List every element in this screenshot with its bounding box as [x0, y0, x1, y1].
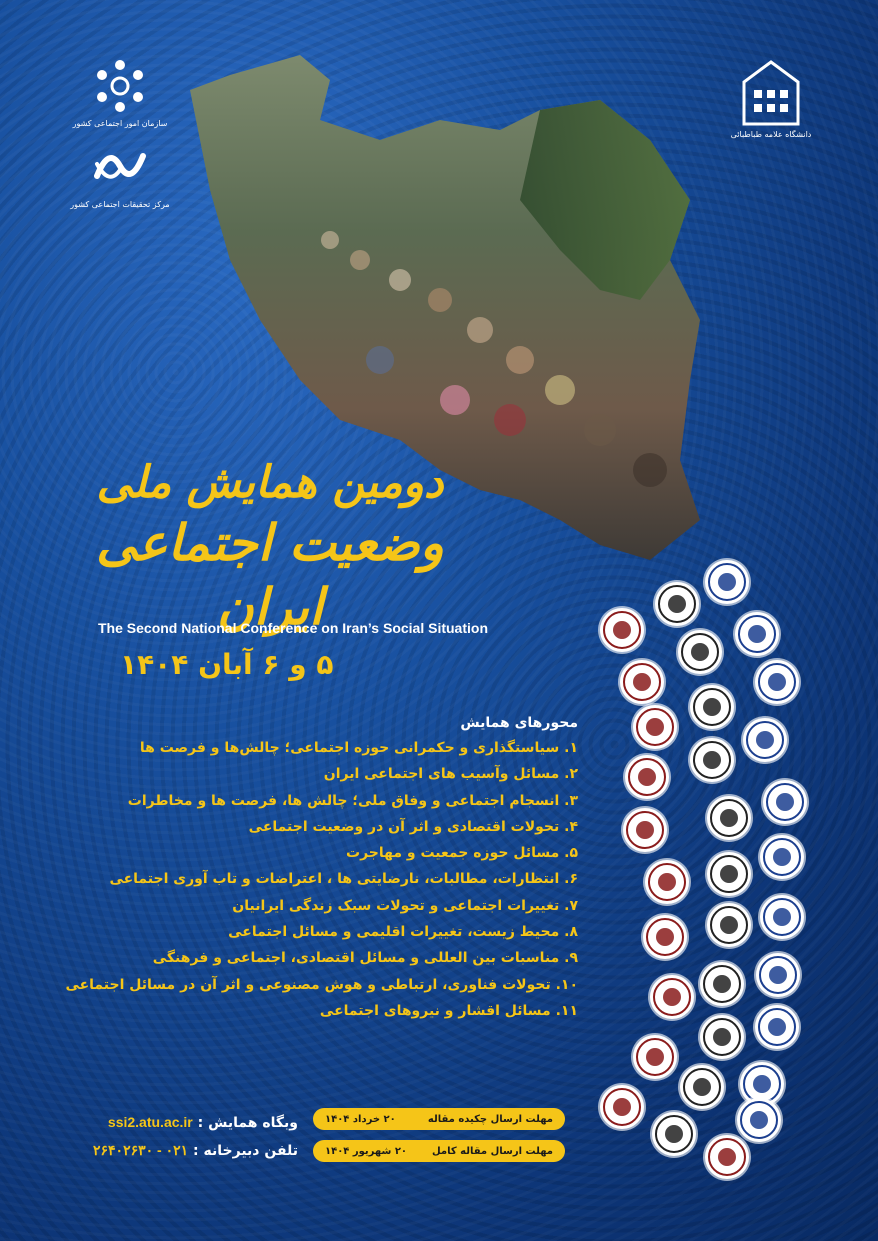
phone-row: [68, 1136, 298, 1164]
website-link[interactable]: ssi2.atu.ac.ir: [107, 1114, 193, 1130]
sponsor-seal-icon: [755, 1005, 799, 1049]
left-logos: [70, 55, 170, 209]
phone-label: تلفن دبیرخانه :: [193, 1143, 298, 1159]
deadline-label: مهلت ارسال چکیده مقاله: [427, 1113, 553, 1125]
sponsor-seal-icon: [650, 975, 694, 1019]
sponsor-seal-icon: [633, 705, 677, 749]
sponsor-seal-icon: [678, 630, 722, 674]
axis-item: ۸. محیط زیست، تغییرات اقلیمی و مسائل اجتماعی: [228, 924, 578, 941]
axis-item: ۱۰. تحولات فناوری، ارتباطی و هوش مصنوعی و اثر آن در مسائل اجتماعی: [65, 976, 578, 993]
conference-title: [95, 455, 445, 639]
left-logo-bottom-caption: مرکز تحقیقات اجتماعی کشور: [70, 200, 170, 209]
sponsor-seal-icon: [690, 685, 734, 729]
website-row: [68, 1108, 298, 1136]
conference-axes: [58, 715, 578, 1024]
sponsor-seal-icon: [705, 560, 749, 604]
sponsor-seal-icon: [700, 1015, 744, 1059]
sponsor-seal-icon: [655, 582, 699, 626]
deadline-abstract: [313, 1108, 565, 1130]
people-circle-logo-icon: [89, 55, 151, 117]
axis-item: ۵. مسائل حوزه جمعیت و مهاجرت: [346, 845, 578, 862]
sponsor-seal-icon: [680, 1065, 724, 1109]
title-line-2: وضعیت اجتماعی ایران: [96, 513, 444, 636]
axis-item: ۹. مناسبات بین العللی و مسائل اقتصادی، اجتماعی و فرهنگی: [152, 950, 578, 967]
contact-info: [68, 1108, 298, 1164]
deadline-date: ۲۰ خرداد ۱۴۰۴: [325, 1113, 396, 1125]
deadline-date: ۲۰ شهریور ۱۴۰۴: [325, 1145, 408, 1157]
deadline-label: مهلت ارسال مقاله کامل: [431, 1145, 553, 1157]
conference-date: ۵ و ۶ آبان ۱۴۰۴: [120, 648, 334, 681]
sponsor-seal-icon: [620, 660, 664, 704]
university-building-logo-icon: [736, 58, 806, 128]
sponsor-seal-icon: [763, 780, 807, 824]
sponsor-seal-icon: [600, 608, 644, 652]
left-logo-top-caption: سازمان امور اجتماعی کشور: [72, 119, 168, 128]
sponsor-seal-icon: [643, 915, 687, 959]
sponsor-seal-icon: [625, 755, 669, 799]
english-title: The Second National Conference on Iran’s Social Situation: [98, 620, 488, 636]
sponsor-seal-icon: [756, 953, 800, 997]
sponsor-seal-icon: [623, 808, 667, 852]
sponsor-seal-icon: [737, 1098, 781, 1142]
axis-item: ۶. انتظارات، مطالبات، نارضایتی ها ، اعتراضات و تاب آوری اجتماعی: [109, 871, 578, 888]
sponsor-seal-icon: [633, 1035, 677, 1079]
sponsor-seal-icon: [760, 895, 804, 939]
sponsor-seal-icon: [707, 852, 751, 896]
ribbon-logo-icon: [89, 136, 151, 198]
phone-number: ۰۲۱ - ۲۶۴۰۲۶۳۰: [93, 1142, 189, 1158]
sponsor-seal-icon: [707, 903, 751, 947]
sponsor-seal-icon: [690, 738, 734, 782]
website-label: وبگاه همایش :: [197, 1115, 298, 1131]
sponsor-seal-icon: [755, 660, 799, 704]
sponsor-seal-icon: [705, 1135, 749, 1179]
axes-heading: محورهای همایش: [460, 715, 578, 731]
axis-item: ۷. تغییرات اجتماعی و تحولات سبک زندگی ایرانیان: [232, 897, 578, 914]
axis-item: ۱۱. مسائل اقشار و نیروهای اجتماعی: [319, 1002, 578, 1019]
axis-item: ۴. تحولات اقتصادی و اثر آن در وضعیت اجتماعی: [248, 818, 578, 835]
right-logo-caption: دانشگاه علامه طباطبائی: [730, 130, 812, 139]
right-logo: [716, 58, 826, 178]
axis-item: ۱. سیاستگذاری و حکمرانی حوزه اجتماعی؛ چالش‌ها و فرصت ها: [139, 740, 578, 756]
sponsor-seal-icon: [707, 796, 751, 840]
sponsor-seal-icon: [700, 962, 744, 1006]
sponsor-seal-icon: [600, 1085, 644, 1129]
axis-item: ۲. مسائل وآسیب های اجتماعی ایران: [323, 766, 578, 783]
sponsor-seal-icon: [735, 612, 779, 656]
title-line-1: دومین همایش ملی: [96, 457, 444, 508]
deadline-full-paper: [313, 1140, 565, 1162]
sponsor-seal-icon: [743, 718, 787, 762]
axis-item: ۳. انسجام اجتماعی و وفاق ملی؛ چالش ها، فرصت ها و مخاطرات: [127, 792, 578, 809]
sponsor-seal-icon: [760, 835, 804, 879]
sponsor-seal-icon: [652, 1112, 696, 1156]
sponsor-seal-icon: [645, 860, 689, 904]
